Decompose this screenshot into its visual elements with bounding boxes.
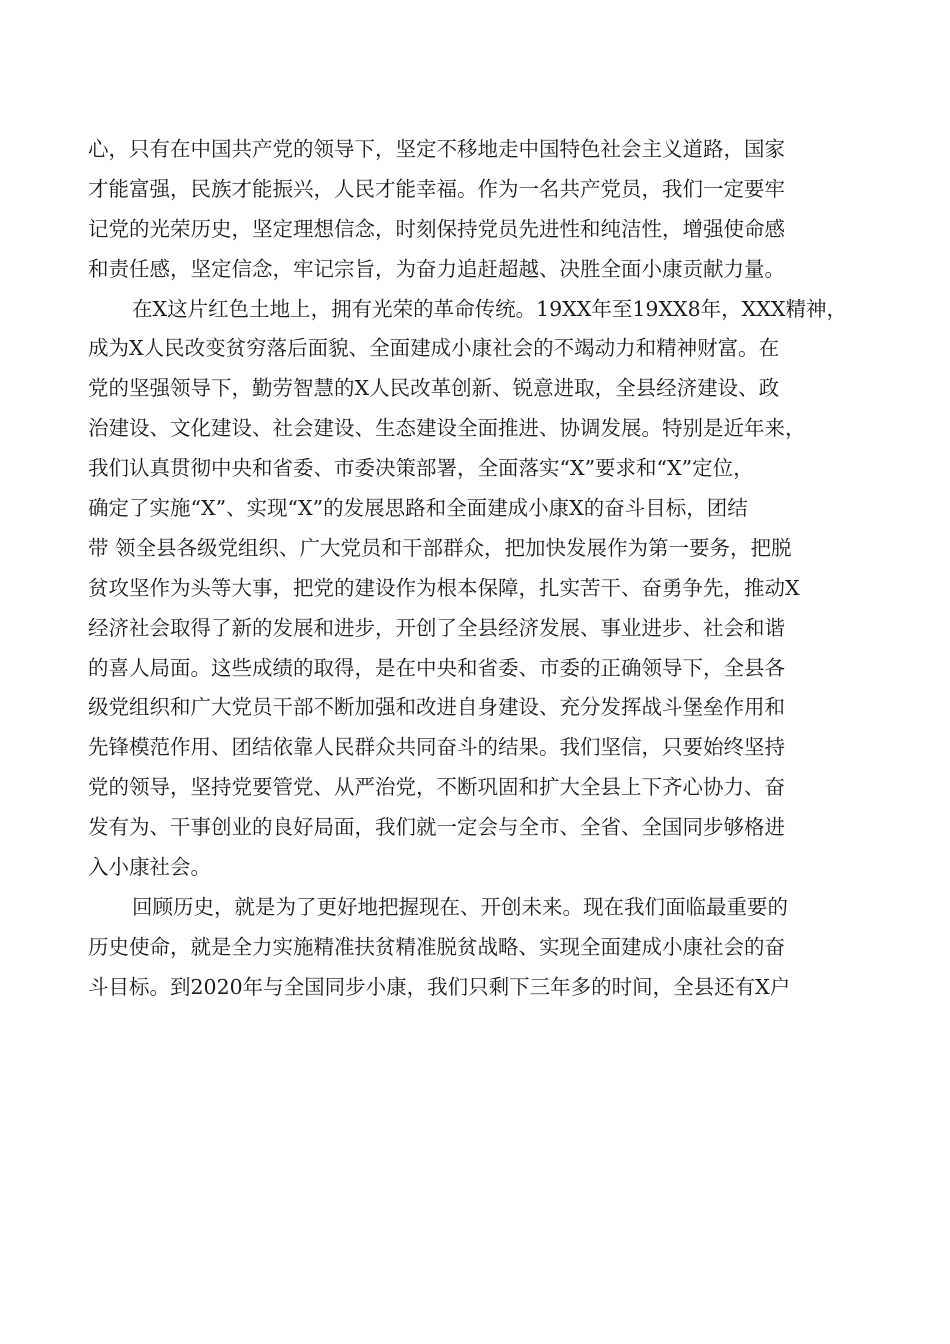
text-line: 记党的光荣历史，坚定理想信念，时刻保持党员先进性和纯洁性，增强使命感 xyxy=(88,216,785,241)
text-line: 和责任感，坚定信念，牢记宗旨，为奋力追赶超越、决胜全面小康贡献力量。 xyxy=(88,256,785,281)
document-body xyxy=(88,130,858,1008)
text-line: 斗目标。到2020年与全国同步小康，我们只剩下三年多的时间，全县还有X户 xyxy=(88,974,791,999)
text-line: 的喜人局面。这些成绩的取得，是在中央和省委、市委的正确领导下，全县各 xyxy=(88,655,785,680)
text-line: 级党组织和广大党员干部不断加强和改进自身建设、充分发挥战斗堡垒作用和 xyxy=(88,695,785,720)
text-line: 在X这片红色土地上，拥有光荣的革命传统。19XX年至19XX8年，XXX精神， xyxy=(132,296,847,321)
text-line: 发有为、干事创业的良好局面，我们就一定会与全市、全省、全国同步够格进 xyxy=(88,815,785,840)
text-line: 确定了实施“X”、实现“X”的发展思路和全面建成小康X的奋斗目标，团结 xyxy=(88,496,748,521)
text-line: 成为X人民改变贫穷落后面貌、全面建成小康社会的不竭动力和精神财富。在 xyxy=(88,336,780,361)
text-line: 才能富强，民族才能振兴，人民才能幸福。作为一名共产党员，我们一定要牢 xyxy=(88,176,785,201)
text-line: 治建设、文化建设、社会建设、生态建设全面推进、协调发展。特别是近年来， xyxy=(88,416,806,441)
paragraph-3 xyxy=(88,888,858,1008)
text-line: 我们认真贯彻中央和省委、市委决策部署，全面落实“X”要求和“X”定位， xyxy=(88,456,754,481)
text-line: 贫攻坚作为头等大事，把党的建设作为根本保障，扎实苦干、奋勇争先，推动X xyxy=(88,575,800,600)
text-line: 历史使命，就是全力实施精准扶贫精准脱贫战略、实现全面建成小康社会的奋 xyxy=(88,934,785,959)
paragraph-1 xyxy=(88,130,858,290)
paragraph-2 xyxy=(88,290,858,888)
text-line: 带 领全县各级党组织、广大党员和干部群众，把加快发展作为第一要务，把脱 xyxy=(88,535,792,560)
text-line: 党的坚强领导下，勤劳智慧的X人民改革创新、锐意进取，全县经济建设、政 xyxy=(88,376,780,401)
text-line: 回顾历史，就是为了更好地把握现在、开创未来。现在我们面临最重要的 xyxy=(132,894,788,919)
text-line: 入小康社会。 xyxy=(88,855,211,880)
text-line: 先锋模范作用、团结依靠人民群众共同奋斗的结果。我们坚信，只要始终坚持 xyxy=(88,735,785,760)
text-line: 经济社会取得了新的发展和进步，开创了全县经济发展、事业进步、社会和谐 xyxy=(88,615,785,640)
text-line: 党的领导，坚持党要管党、从严治党，不断巩固和扩大全县上下齐心协力、奋 xyxy=(88,775,785,800)
text-line: 心，只有在中国共产党的领导下，坚定不移地走中国特色社会主义道路，国家 xyxy=(88,137,785,161)
